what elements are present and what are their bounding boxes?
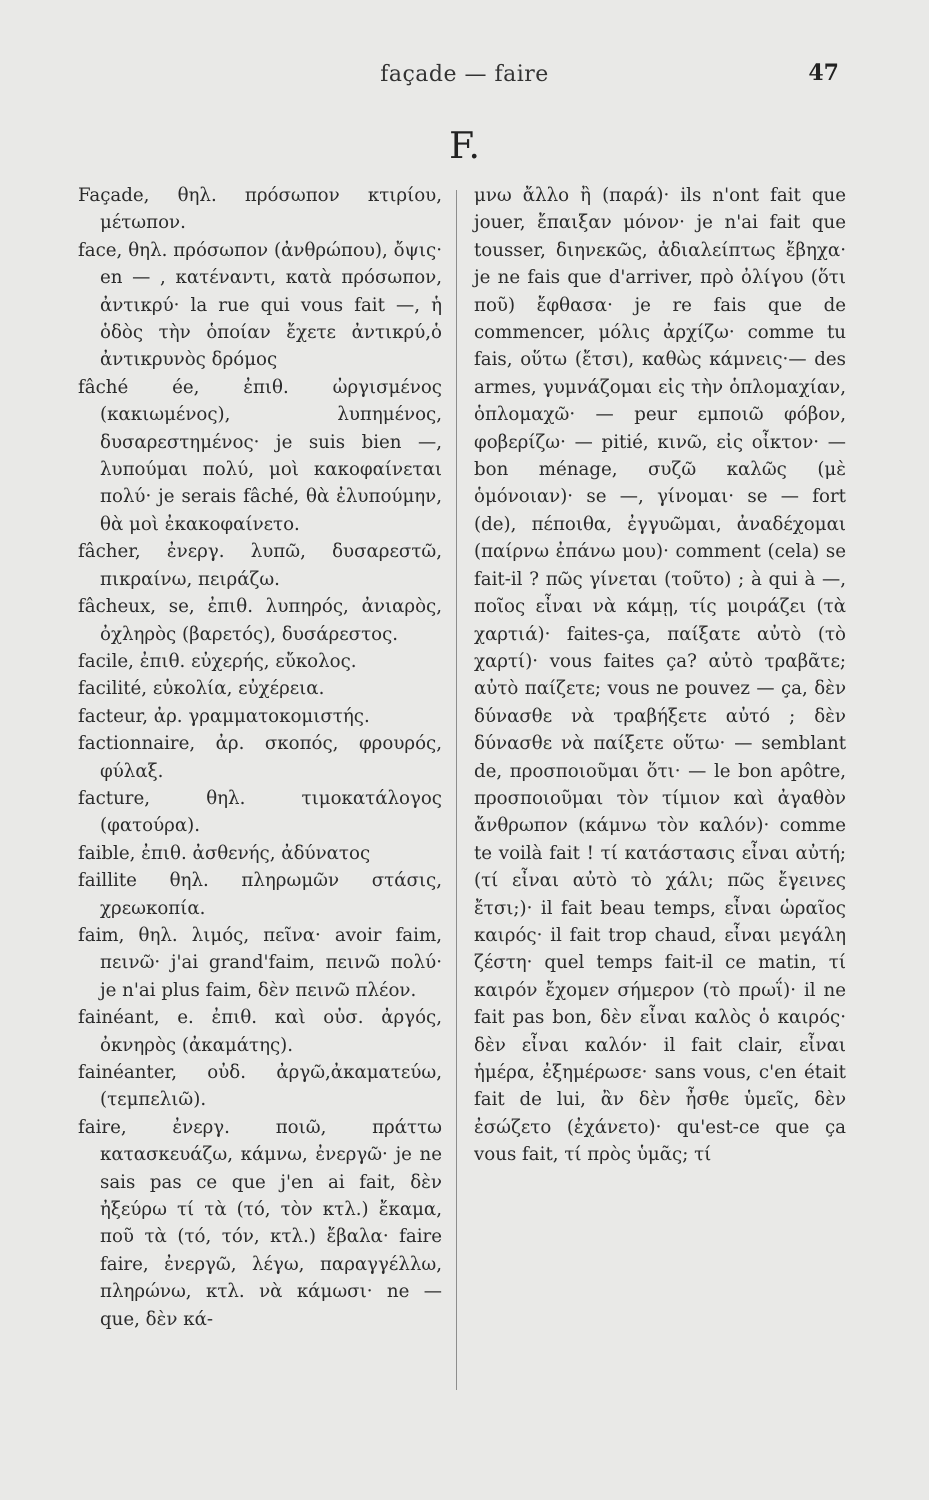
entry-factionnaire: factionnaire, ἀρ. σκοπός, φρουρός, φύλαξ.: [78, 733, 442, 782]
entry-faim: faim, θηλ. λιμός, πεῖνα· avoir faim, πεινῶ· j'ai grand'faim, πεινῶ πολύ· je n'ai plus faim, δὲν πεινῶ πλέον.: [78, 924, 442, 1001]
entry-faible: faible, ἐπιθ. ἀσθενής, ἀδύνατος: [78, 842, 371, 864]
running-head: façade — faire: [380, 62, 549, 87]
entry-fache: fâché ée, ἐπιθ. ὠργισμένος (κακιωμένος), λυπημένος, δυσαρεστημένος· je suis bien —, λυπούμαι πολύ, μοὶ κακοφαίνεται πολύ· je serais fâché, θὰ ἐλυπούμην, θὰ μοὶ ἐκακοφαίνετο.: [78, 376, 442, 535]
entry-face: face, θηλ. πρόσωπον (ἀνθρώπου), ὄψις· en — , κατέναντι, κατὰ πρόσωπον, ἀντικρύ· la rue qui vous fait —, ἡ ὁδὸς τὴν ὁποίαν ἔχετε ἀντικρύ,ὁ ἀντικρυνὸς δρόμος: [78, 239, 442, 371]
left-column: [78, 182, 442, 1333]
entry-facture: facture, θηλ. τιμοκατάλογος (φατούρα).: [78, 787, 442, 837]
entry-facade: Façade, θηλ. πρόσωπον κτιρίου, μέτωπον.: [78, 185, 442, 234]
right-column: [474, 182, 846, 1169]
entry-facher: fâcher, ἐνεργ. λυπῶ, δυσαρεστῶ, πικραίνω, πειράζω.: [78, 541, 442, 590]
section-letter: F.: [449, 126, 480, 167]
entry-facheux: fâcheux, se, ἐπιθ. λυπηρός, ἀνιαρὸς, ὀχληρὸς (βαρετός), δυσάρεστος.: [78, 596, 442, 645]
entry-faire: faire, ἐνεργ. ποιῶ, πράττω κατασκευάζω, κάμνω, ἐνεργῶ· je ne sais pas ce que j'en ai fait, δὲν ἠξεύρω τί τὰ (τό, τὸν κτλ.) ἔκαμα, ποῦ τὰ (τό, τόν, κτλ.) ἔβαλα· faire faire, ἐνεργῶ, λέγω, παραγγέλλω, πληρώνω, κτλ. νὰ κάμωσι· ne — que, δὲν κά-: [78, 1116, 442, 1330]
entry-faineant: fainéant, e. ἐπιθ. καὶ οὐσ. ἀργός, ὀκνηρὸς (ἀκαμάτης).: [78, 1007, 442, 1056]
entry-facteur: facteur, ἀρ. γραμματοκομιστής.: [78, 705, 370, 727]
entry-faillite: faillite θηλ. πληρωμῶν στάσις, χρεωκοπία.: [78, 870, 442, 919]
entry-facile: facile, ἐπιθ. εὐχερής, εὔκολος.: [78, 650, 357, 672]
entry-faineanter: fainéanter, οὐδ. ἀργῶ,ἀκαματεύω, (τεμπελιῶ).: [78, 1062, 442, 1111]
column-divider: [456, 190, 457, 1390]
entry-faire-continued: μνω ἄλλο ἢ (παρά)· ils n'ont fait que jouer, ἔπαιξαν μόνον· je n'ai fait que tousser, διηνεκῶς, ἀδιαλείπτως ἔβηχα· je ne fais que d'arriver, πρὸ ὀλίγου (ὅτι ποῦ) ἔφθασα· je re fais que de commencer, μόλις ἀρχίζω· comme tu fais, οὕτω (ἔτσι), καθὼς κάμνεις·— des armes, γυμνάζομαι εἰς τὴν ὁπλομαχίαν, ὁπλομαχῶ· — peur εμποιῶ φόβον, φοβερίζω· — pitié, κινῶ, εἰς οἶκτον· — bon ménage, συζῶ καλῶς (μὲ ὁμόνοιαν)· se —, γίνομαι· se — fort (de), πέποιθα, ἐγγυῶμαι, ἀναδέχομαι (παίρνω ἐπάνω μου)· comment (cela) se fait-il ? πῶς γίνεται (τοῦτο) ; à qui à —, ποῖος εἶναι νὰ κάμῃ, τίς μοιράζει (τὰ χαρτιά)· faites-ça, παίξατε αὐτὸ (τὸ χαρτί)· vous faites ça? αὐτὸ τραβᾶτε; αὐτὸ παίζετε; vous ne pouvez — ça, δὲν δύνασθε νὰ τραβήξετε αὐτό ; δὲν δύνασθε νὰ παίξετε οὕτω· — semblant de, προσποιοῦμαι ὅτι· — le bon apôtre, προσποιοῦμαι τὸν τίμιον καὶ ἀγαθὸν ἄνθρωπον (κάμνω τὸν καλόν)· comme te voilà fait ! τί κατάστασις εἶναι αὐτή;(τί εἶναι αὐτὸ τὸ χάλι; πῶς ἔγεινες ἔτσι;)· il fait beau temps, εἶναι ὡραῖος καιρός· il fait trop chaud, εἶναι μεγάλη ζέστη· quel temps fait-il ce matin, τί καιρόν ἔχομεν σήμερον (τὸ πρωΐ)· il ne fait pas bon, δὲν εἶναι καλὸς ὁ καιρός· δὲν εἶναι καλόν· il fait clair, εἶναι ἡμέρα, ἐξημέρωσε· sans vous, c'en était fait de lui, ἂν δὲν ἦσθε ὑμεῖς, δὲν ἐσώζετο (ἐχάνετο)· qu'est-ce que ça vous fait, τί πρὸς ὑμᾶς; τί: [474, 185, 846, 1166]
entry-facilite: facilité, εὐκολία, εὐχέρεια.: [78, 678, 325, 700]
page-number: 47: [808, 60, 839, 86]
